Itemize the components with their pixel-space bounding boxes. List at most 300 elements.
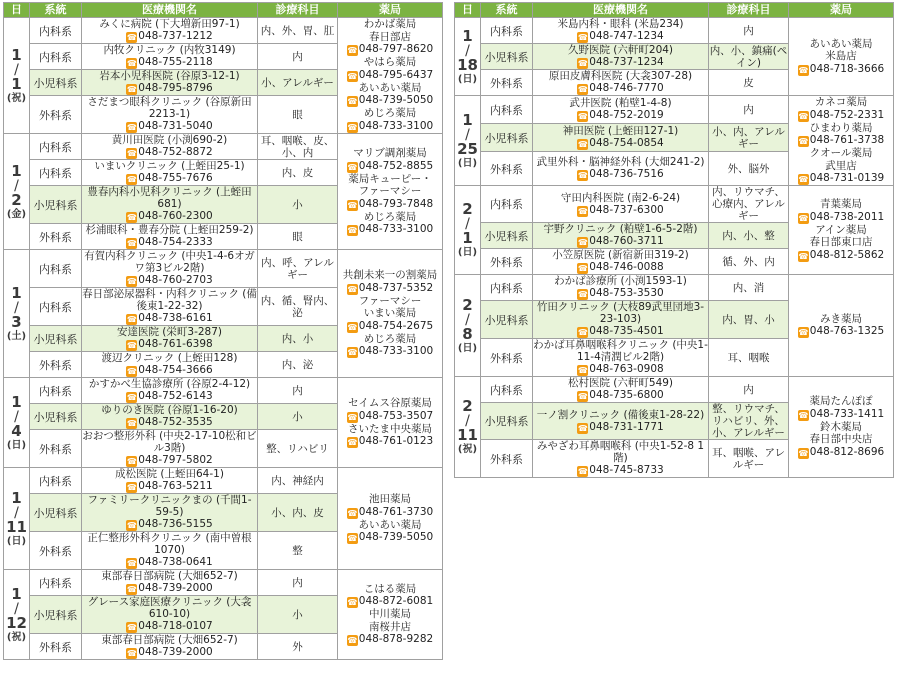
pharmacy-name: めじろ薬局 (363, 332, 417, 345)
phone-number: 048-752-2019 (589, 109, 664, 122)
phone-number: 048-735-6800 (589, 389, 664, 401)
dept-cell: 小児科系 (30, 186, 82, 224)
date-label (455, 297, 480, 355)
specialty-cell: 内 (709, 18, 789, 44)
phone-number: 048-872-6081 (358, 595, 434, 608)
phone-line (533, 204, 708, 217)
phone-icon: ☎ (126, 341, 137, 350)
phone-line (82, 210, 257, 223)
phone-line (789, 249, 893, 262)
pharmacy-name: 池田薬局 (369, 493, 411, 505)
phone-number: 048-718-3666 (809, 62, 885, 75)
table-row (455, 96, 894, 124)
pharmacy-name: みき薬局 (820, 312, 862, 325)
phone-line (338, 595, 442, 608)
institution-cell (82, 378, 258, 404)
phone-line (533, 287, 708, 300)
phone-number: 048-763-0908 (589, 363, 664, 375)
phone-icon: ☎ (126, 457, 137, 466)
specialty-cell: 小、内、アレルギー (709, 124, 789, 152)
date-month: 2 (462, 295, 473, 314)
phone-number: 048-739-5050 (358, 531, 434, 543)
phone-icon: ☎ (798, 65, 809, 75)
phone-line (82, 556, 257, 569)
phone-number: 048-738-2011 (809, 210, 885, 223)
date-weekday: (土) (6, 330, 27, 342)
phone-line (789, 211, 893, 224)
phone-line (82, 274, 257, 287)
institution-name: 安達医院 (栄町3-287) (116, 326, 223, 338)
phone-number: 048-763-1325 (809, 325, 885, 338)
phone-line (82, 620, 257, 633)
institution-name: グレース家庭医療クリニック (大衾610-10) (87, 596, 252, 620)
specialty-cell: 外 (258, 634, 338, 660)
phone-number: 048-737-1234 (589, 56, 664, 68)
institution-cell (533, 440, 709, 478)
phone-line (82, 646, 257, 659)
phone-icon: ☎ (577, 171, 588, 181)
institution-name: みやざわ耳鼻咽喉科 (中央1-52-8 1階) (536, 440, 705, 464)
pharmacy-name: マリブ調剤薬局 (353, 147, 427, 159)
phone-number: 048-795-6437 (358, 68, 434, 81)
dept-cell: 内科系 (481, 377, 533, 403)
phone-icon: ☎ (347, 636, 358, 646)
specialty-cell: 小、アレルギー (258, 70, 338, 96)
phone-number: 048-735-4501 (589, 325, 664, 337)
pharmacy-name: 共創未来一の割薬局 (342, 269, 438, 281)
pharmacy-name: さいたま中央薬局 (348, 422, 432, 435)
specialty-cell: 小 (258, 186, 338, 224)
header-pharmacy: 薬局 (338, 3, 443, 18)
table-row (4, 378, 443, 404)
phone-icon: ☎ (577, 467, 588, 476)
date-label (4, 163, 29, 221)
phone-line (789, 63, 893, 76)
phone-number: 048-737-5352 (358, 281, 434, 294)
specialty-cell: 耳、咽喉 (709, 339, 789, 377)
phone-line (338, 282, 442, 295)
phone-icon: ☎ (126, 59, 137, 68)
date-cell (455, 18, 481, 96)
date-day: 11 (6, 517, 27, 536)
phone-icon: ☎ (347, 284, 358, 294)
header-date: 日 (455, 3, 481, 18)
institution-name: 守田内科医院 (南2-6-24) (560, 191, 681, 204)
phone-line (82, 172, 257, 185)
date-day: 1 (462, 229, 473, 247)
date-cell (4, 378, 30, 468)
institution-name: ゆりのき医院 (谷原1-16-20) (101, 404, 238, 416)
schedule-table-right (454, 2, 894, 478)
phone-number: 048-731-0139 (809, 172, 885, 184)
date-label (4, 285, 29, 343)
phone-number: 048-797-5802 (138, 454, 213, 466)
dept-cell: 内科系 (481, 275, 533, 301)
institution-cell (533, 223, 709, 249)
pharmacy-name: 南桜井店 (369, 620, 411, 633)
dept-cell: 内科系 (30, 378, 82, 404)
pharmacy-name: 薬局たんぽぽ (809, 395, 873, 408)
dept-cell: 外科系 (30, 96, 82, 134)
institution-cell (533, 70, 709, 96)
date-label (4, 47, 29, 105)
phone-icon: ☎ (577, 206, 588, 216)
phone-icon: ☎ (577, 264, 588, 273)
dept-cell: 小児科系 (30, 494, 82, 532)
phone-number: 048-754-0854 (589, 137, 664, 150)
table-row (4, 468, 443, 494)
phone-icon: ☎ (126, 123, 137, 132)
dept-cell: 外科系 (481, 249, 533, 275)
phone-icon: ☎ (577, 85, 588, 94)
date-label (4, 586, 29, 644)
phone-line (789, 134, 893, 147)
header-dept: 系統 (30, 3, 82, 18)
pharmacy-name: クオール薬局 (809, 147, 873, 159)
phone-line (789, 408, 893, 421)
date-cell (455, 377, 481, 478)
phone-number: 048-812-5862 (809, 248, 885, 261)
institution-name: 杉浦眼科・豊春分院 (上蛭田259-2) (85, 224, 254, 236)
header-specialty: 診療科目 (709, 3, 789, 18)
institution-name: 久野医院 (六軒町204) (567, 44, 674, 56)
phone-line (533, 168, 708, 181)
phone-line (82, 390, 257, 403)
table-row (455, 18, 894, 44)
specialty-cell: 眼 (258, 224, 338, 250)
date-month: 1 (462, 26, 473, 45)
phone-number: 048-738-6161 (138, 312, 213, 324)
institution-cell (533, 124, 709, 152)
phone-icon: ☎ (347, 412, 358, 422)
phone-line (82, 82, 257, 95)
phone-icon: ☎ (126, 33, 137, 42)
institution-cell (82, 634, 258, 660)
pharmacy-name: 米島店 (825, 50, 857, 62)
institution-cell (82, 186, 258, 224)
date-weekday: (日) (457, 73, 478, 85)
phone-line (533, 30, 708, 43)
specialty-cell: 小 (258, 404, 338, 430)
specialty-cell: 循、外、内 (709, 249, 789, 275)
institution-cell (82, 250, 258, 288)
dept-cell: 内科系 (481, 96, 533, 124)
dept-cell: 外科系 (481, 70, 533, 96)
phone-number: 048-754-2333 (138, 236, 213, 248)
phone-line (338, 160, 442, 173)
phone-icon: ☎ (126, 239, 137, 248)
date-weekday: (日) (457, 342, 478, 354)
dept-cell: 内科系 (30, 160, 82, 186)
phone-icon: ☎ (347, 162, 358, 172)
date-day: 8 (462, 324, 473, 343)
specialty-cell: 内、小、鎮痛(ペイン) (709, 44, 788, 69)
dept-cell: 小児科系 (30, 70, 82, 96)
phone-line (82, 236, 257, 249)
institution-name: わかば診療所 (小渕1593-1) (554, 275, 687, 287)
date-weekday: (日) (6, 535, 27, 547)
phone-icon: ☎ (126, 393, 137, 402)
specialty-cell: 小 (258, 596, 338, 634)
specialty-cell: 内、小 (258, 326, 338, 352)
date-cell (455, 275, 481, 377)
institution-cell (82, 596, 258, 634)
date-weekday: (祝) (457, 444, 478, 455)
institution-cell (82, 70, 258, 96)
phone-number: 048-739-2000 (138, 582, 213, 594)
pharmacy-name: めじろ薬局 (363, 107, 417, 120)
institution-cell (533, 403, 709, 440)
phone-line (533, 109, 708, 122)
phone-icon: ☎ (347, 598, 358, 608)
specialty-cell: 内 (709, 377, 789, 403)
table-row (455, 275, 894, 301)
phone-icon: ☎ (798, 111, 809, 121)
phone-line (533, 137, 708, 150)
date-cell (455, 96, 481, 186)
phone-icon: ☎ (577, 140, 588, 150)
phone-number: 048-795-8796 (138, 82, 213, 94)
date-separator: / (14, 299, 19, 316)
pharmacy-name: 春日部店 (369, 30, 411, 43)
phone-icon: ☎ (798, 328, 809, 338)
dept-cell: 外科系 (30, 430, 82, 468)
phone-number: 048-733-1411 (809, 407, 885, 420)
phone-number: 048-760-2300 (138, 210, 213, 222)
specialty-cell: 耳、咽喉、皮、小、内 (258, 134, 338, 160)
phone-number: 048-754-3666 (138, 364, 213, 376)
date-day: 2 (11, 190, 22, 209)
phone-line (82, 30, 257, 43)
phone-number: 048-739-5050 (358, 94, 434, 107)
dept-cell: 内科系 (30, 468, 82, 494)
date-day: 11 (457, 426, 478, 444)
institution-cell (82, 430, 258, 468)
institution-cell (82, 134, 258, 160)
specialty-cell: 眼 (258, 96, 338, 134)
date-cell (4, 134, 30, 250)
date-weekday: (日) (6, 439, 27, 451)
phone-number: 048-754-2675 (358, 319, 434, 332)
phone-line (338, 435, 442, 448)
phone-line (338, 506, 442, 519)
specialty-cell: 皮 (709, 70, 789, 96)
dept-cell: 外科系 (481, 152, 533, 186)
phone-icon: ☎ (126, 175, 137, 184)
date-weekday: (金) (6, 208, 27, 220)
institution-name: 成松医院 (上蛭田64-1) (115, 468, 224, 480)
date-day: 25 (457, 139, 478, 158)
header-institution: 医療機関名 (533, 3, 709, 18)
institution-name: 武里外科・脳神経外科 (大畑241-2) (536, 156, 705, 169)
date-separator: / (465, 216, 470, 232)
institution-cell (533, 152, 709, 186)
institution-cell (82, 352, 258, 378)
phone-icon: ☎ (126, 649, 137, 658)
phone-number: 048-737-1212 (138, 30, 213, 42)
pharmacy-name: あいあい薬局 (358, 518, 422, 531)
dept-cell: 小児科系 (481, 301, 533, 339)
pharmacy-cell (789, 96, 894, 186)
phone-icon: ☎ (126, 149, 137, 158)
phone-line (338, 633, 442, 646)
phone-number: 048-746-7770 (589, 82, 664, 94)
phone-number: 048-793-7848 (358, 197, 434, 210)
institution-cell (533, 339, 709, 377)
phone-icon: ☎ (798, 213, 809, 223)
phone-line (82, 416, 257, 429)
phone-number: 048-761-3738 (809, 134, 885, 146)
phone-number: 048-747-1234 (589, 30, 664, 42)
institution-name: 内牧クリニック (内牧3149) (103, 44, 236, 56)
phone-icon: ☎ (347, 122, 358, 132)
weekday-text: 日 (462, 73, 473, 85)
date-separator: / (465, 413, 470, 429)
specialty-cell: 内、泌 (258, 352, 338, 378)
phone-line (533, 363, 708, 376)
date-weekday: (祝) (6, 92, 27, 104)
dept-cell: 外科系 (30, 224, 82, 250)
phone-icon: ☎ (126, 213, 137, 222)
institution-cell (82, 18, 258, 44)
phone-line (82, 120, 257, 133)
dept-cell: 内科系 (30, 134, 82, 160)
phone-icon: ☎ (126, 277, 137, 286)
specialty-cell: 内 (258, 44, 338, 70)
phone-number: 048-736-5155 (138, 518, 213, 530)
institution-name: 武井医院 (粕壁1-4-8) (569, 97, 672, 110)
phone-icon: ☎ (347, 508, 358, 518)
phone-line (533, 56, 708, 69)
pharmacy-name: 春日部東口店 (809, 236, 873, 249)
phone-number: 048-761-3730 (358, 505, 434, 518)
schedule-table-left (3, 2, 443, 660)
date-separator: / (14, 177, 19, 194)
phone-icon: ☎ (798, 410, 809, 420)
phone-line (338, 120, 442, 133)
phone-line (82, 312, 257, 325)
phone-icon: ☎ (577, 392, 588, 401)
phone-number: 048-761-0123 (358, 435, 434, 447)
pharmacy-name: ファーマシー (358, 294, 422, 307)
phone-icon: ☎ (126, 585, 137, 594)
specialty-cell: 整、リウマチ、リハビリ、外、小、アレルギー (709, 403, 789, 440)
phone-line (533, 235, 708, 248)
phone-number: 048-812-8696 (809, 445, 885, 458)
institution-name: 正仁整形外科クリニック (南中曽根1070) (87, 532, 252, 556)
date-cell (4, 570, 30, 660)
institution-name: さだまつ眼科クリニック (谷原新田2213-1) (87, 96, 252, 120)
date-day: 3 (11, 312, 22, 331)
pharmacy-cell (789, 275, 894, 377)
phone-number: 048-739-2000 (138, 646, 213, 658)
pharmacy-name: 中川薬局 (369, 608, 411, 621)
date-label (455, 28, 480, 86)
institution-cell (82, 468, 258, 494)
specialty-cell: 内 (709, 96, 789, 124)
institution-name: 原田皮膚科医院 (大衾307-28) (548, 70, 693, 82)
date-separator: / (14, 408, 19, 425)
date-weekday: (祝) (6, 631, 27, 643)
phone-line (338, 69, 442, 82)
institution-name: 東部春日部病院 (大畑652-7) (101, 570, 238, 582)
phone-line (533, 325, 708, 338)
phone-number: 048-753-3530 (589, 287, 664, 299)
pharmacy-cell (789, 18, 894, 96)
phone-line (533, 389, 708, 402)
date-separator: / (465, 311, 470, 328)
phone-number: 048-760-2703 (138, 274, 213, 286)
phone-number: 048-733-3100 (358, 345, 434, 357)
institution-name: 米島内科・眼科 (米島234) (557, 18, 684, 30)
pharmacy-name: いまい薬局 (363, 307, 417, 319)
institution-name: 春日部泌尿器科・内科クリニック (備後東1-22-32) (82, 288, 257, 312)
phone-number: 048-755-7676 (138, 172, 213, 184)
phone-number: 048-752-8872 (138, 146, 213, 158)
date-separator: / (465, 126, 470, 143)
phone-line (338, 531, 442, 544)
phone-number: 048-746-0088 (589, 261, 664, 273)
weekday-text: 日 (11, 535, 22, 547)
phone-icon: ☎ (577, 238, 588, 247)
specialty-cell: 整、リハビリ (258, 430, 338, 468)
pharmacy-name: 春日部中央店 (809, 433, 873, 446)
dept-cell: 外科系 (30, 634, 82, 660)
date-label (455, 201, 480, 259)
phone-line (82, 454, 257, 467)
table-row (455, 186, 894, 223)
phone-icon: ☎ (347, 200, 358, 210)
phone-icon: ☎ (126, 559, 137, 568)
date-weekday: (日) (457, 247, 478, 258)
weekday-text: 日 (11, 439, 22, 451)
institution-name: 有賀内科クリニック (中央1-4-6オガワ第3ビル2階) (84, 250, 255, 274)
phone-number: 048-745-8733 (589, 464, 664, 476)
phone-number: 048-733-3100 (358, 223, 434, 235)
phone-number: 048-752-8855 (358, 159, 434, 172)
institution-name: みくに病院 (下大増新田97-1) (99, 18, 240, 30)
institution-name: 神田医院 (上蛭田127-1) (562, 125, 679, 138)
date-month: 1 (11, 45, 22, 64)
pharmacy-name: アイン薬局 (815, 223, 867, 236)
phone-line (338, 94, 442, 107)
specialty-cell: 小、内、皮 (258, 494, 338, 532)
phone-line (789, 109, 893, 122)
dept-cell: 内科系 (30, 44, 82, 70)
weekday-text: 祝 (462, 444, 473, 455)
date-month: 2 (462, 200, 473, 218)
header-pharmacy: 薬局 (789, 3, 894, 18)
pharmacy-name: わかば薬局 (363, 18, 417, 31)
institution-cell (533, 186, 709, 223)
dept-cell: 小児科系 (30, 404, 82, 430)
header-row (4, 3, 443, 18)
pharmacy-cell (789, 377, 894, 478)
phone-line (82, 518, 257, 531)
phone-icon: ☎ (577, 112, 588, 122)
institution-name: 岩本小児科医院 (谷原3-12-1) (99, 70, 240, 82)
date-day: 12 (6, 613, 27, 632)
institution-name: 一ノ割クリニック (備後東1-28-22) (536, 408, 705, 421)
phone-icon: ☎ (798, 137, 809, 146)
pharmacy-cell (338, 468, 443, 570)
dept-cell: 内科系 (481, 186, 533, 223)
dept-cell: 内科系 (30, 250, 82, 288)
phone-icon: ☎ (347, 322, 358, 332)
date-label (455, 398, 480, 456)
dept-cell: 内科系 (30, 288, 82, 326)
dept-cell: 外科系 (30, 352, 82, 378)
